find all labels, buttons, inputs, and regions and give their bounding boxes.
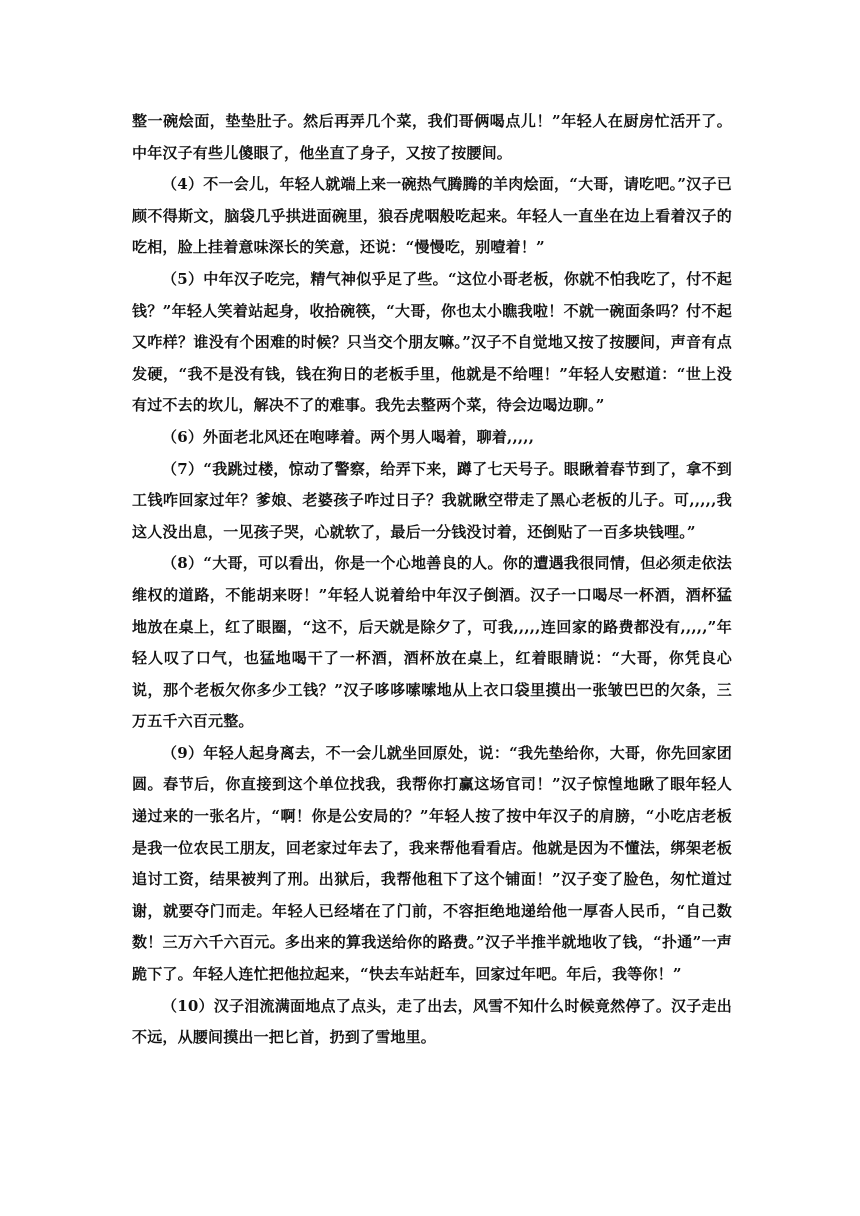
- paragraph-8: （8）“大哥，可以看出，你是一个心地善良的人。你的遭遇我很同情，但必须走依法维权的道路，不能胡来呀！”年轻人说着给中年汉子倒酒。汉子一口喝尽一杯酒，酒杯猛地放在桌上，红了眼圈，“这不，后天就是除夕了，可我,,,,,连回家的路费都没有,,,,,”年轻人叹了口气，也猛地喝干了一杯酒，酒杯放在桌上，红着眼睛说：“大哥，你凭良心说，那个老板欠你多少工钱？”汉子哆哆嗦嗦地从上衣口袋里摸出一张皱巴巴的欠条，三万五千六百元整。: [132, 554, 732, 731]
- paragraph-10: （10）汉子泪流满面地点了点头，走了出去，风雪不知什么时候竟然停了。汉子走出不远，从腰间摸出一把匕首，扔到了雪地里。: [132, 996, 732, 1047]
- paragraph-9: （9）年轻人起身离去，不一会儿就坐回原处，说：“我先垫给你，大哥，你先回家团圆。春节后，你直接到这个单位找我，我帮你打赢这场官司！”汉子惊惶地瞅了眼年轻人递过来的一张名片，“啊！你是公安局的？”年轻人按了按中年汉子的肩膀，“小吃店老板是我一位农民工朋友，回老家过年去了，我来帮他看看店。他就是因为不懂法，绑架老板追讨工资，结果被判了刑。出狱后，我帮他租下了这个铺面！”汉子变了脸色，匆忙道过谢，就要夺门而走。年轻人已经堵在了门前，不容拒绝地递给他一厚沓人民币，“自己数数！三万六千六百元。多出来的算我送给你的路费。”汉子半推半就地收了钱，“扑通”一声跪下了。年轻人连忙把他拉起来，“快去车站赶车，回家过年吧。年后，我等你！”: [132, 743, 732, 984]
- paragraph-5: （5）中年汉子吃完，精气神似乎足了些。“这位小哥老板，你就不怕我吃了，付不起钱？”年轻人笑着站起身，收拾碗筷，“大哥，你也太小瞧我啦！不就一碗面条吗？付不起又咋样？谁没有个困难的时候？只当交个朋友嘛。”汉子不自觉地又按了按腰间，声音有点发硬，“我不是没有钱，钱在狗日的老板手里，他就是不给哩！”年轻人安慰道：“世上没有过不去的坎儿，解决不了的难事。我先去整两个菜，待会边喝边聊。”: [132, 269, 732, 415]
- story-text: [132, 106, 732, 1054]
- paragraph-4: （4）不一会儿，年轻人就端上来一碗热气腾腾的羊肉烩面，“大哥，请吃吧。”汉子已顾不得斯文，脑袋几乎拱进面碗里，狼吞虎咽般吃起来。年轻人一直坐在边上看着汉子的吃相，脸上挂着意味深长的笑意，还说：“慢慢吃，别噎着！”: [132, 175, 732, 257]
- paragraph-6: （6）外面老北风还在咆哮着。两个男人喝着，聊着,,,,,: [162, 427, 535, 446]
- paragraph-continued: 整一碗烩面，垫垫肚子。然后再弄几个菜，我们哥俩喝点儿！”年轻人在厨房忙活开了。中年汉子有些儿傻眼了，他坐直了身子，又按了按腰间。: [132, 112, 732, 162]
- paragraph-7: （7）“我跳过楼，惊动了警察，给弄下来，蹲了七天号子。眼瞅着春节到了，拿不到工钱咋回家过年？爹娘、老婆孩子咋过日子？我就瞅空带走了黑心老板的儿子。可,,,,,我这人没出息，一见孩子哭，心就软了，最后一分钱没讨着，还倒贴了一百多块钱哩。”: [132, 459, 732, 541]
